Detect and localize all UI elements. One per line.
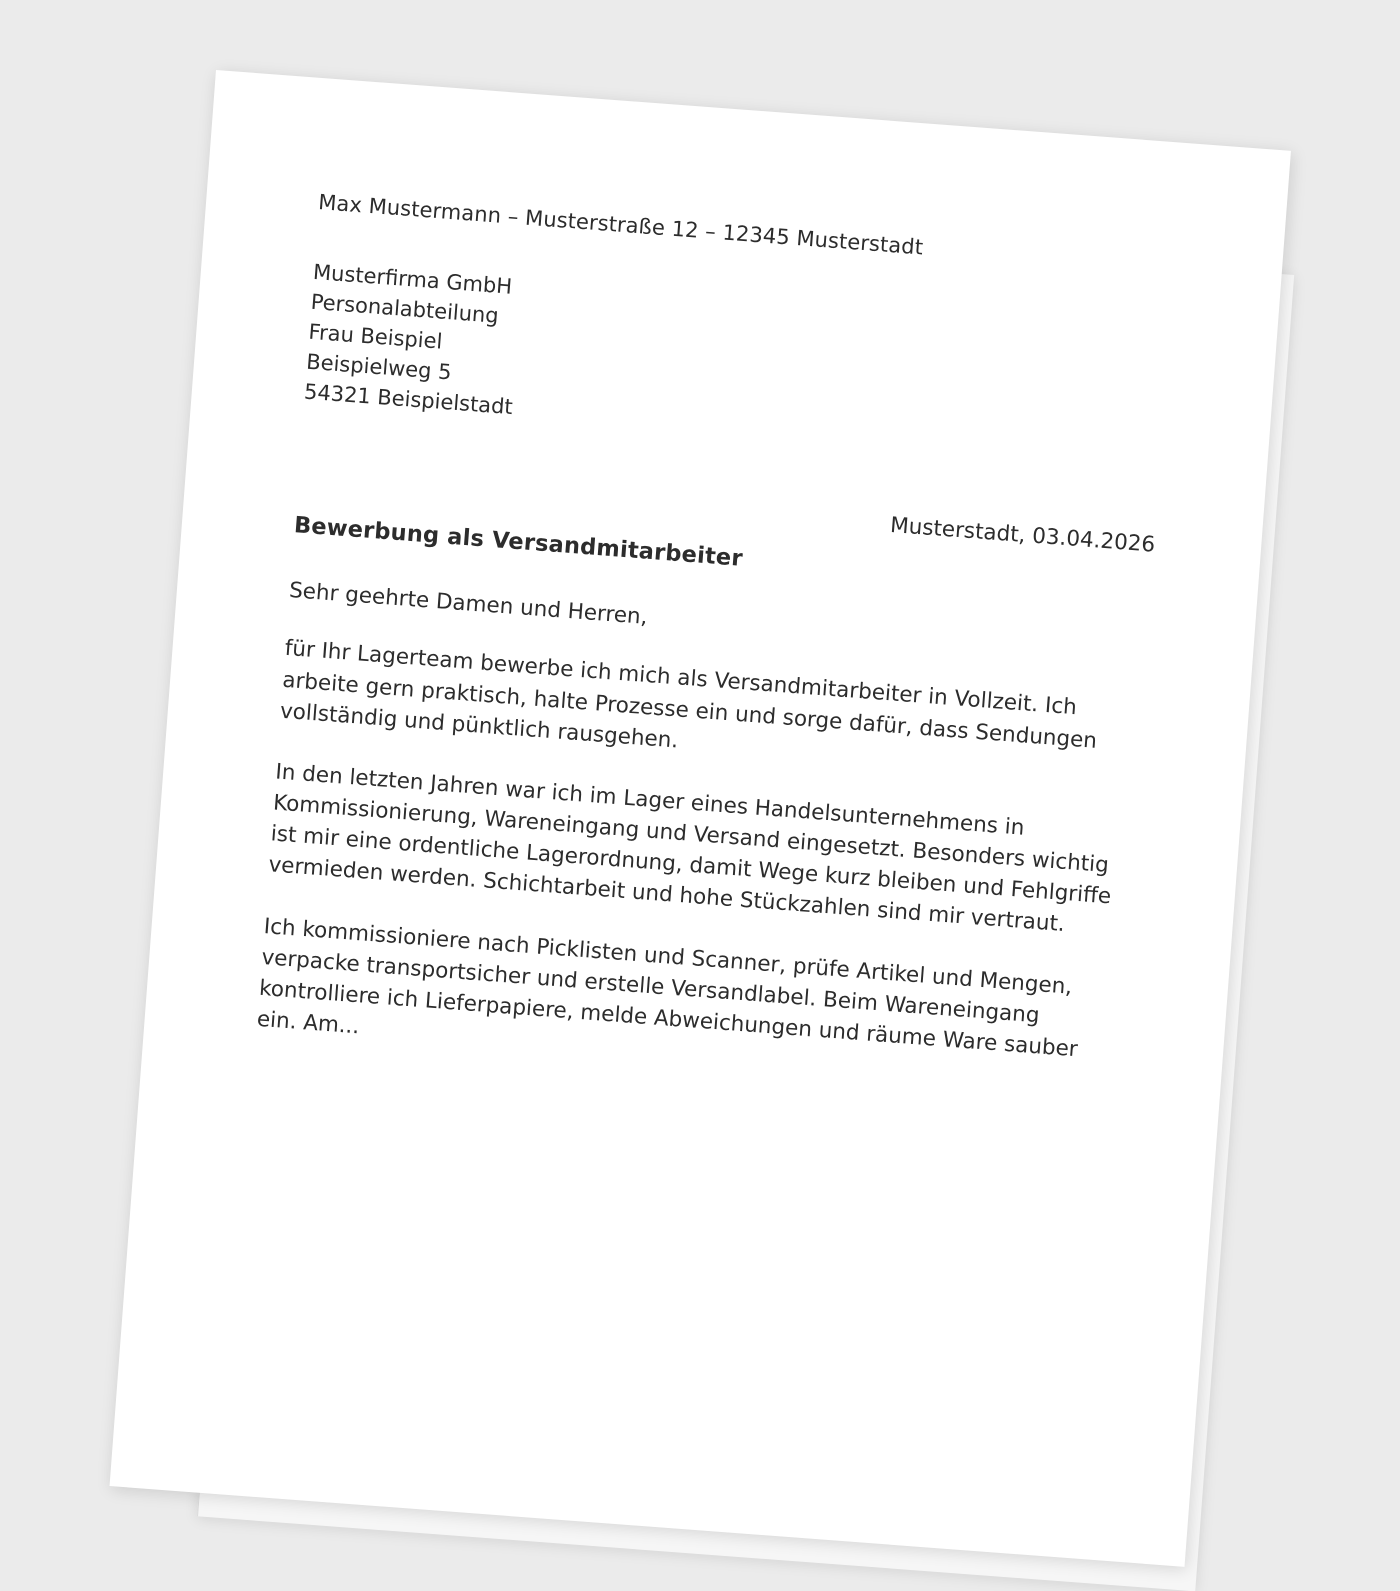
recipient-line-street: Beispielweg 5 [305,349,453,385]
letter-content [256,188,1177,1099]
recipient-line-city: 54321 Beispielstadt [303,379,514,419]
place-and-date: Musterstadt, 03.04.2026 [889,513,1156,559]
recipient-line-contact: Frau Beispiel [307,319,444,354]
recipient-address-block [303,258,1172,471]
salutation: Sehr geehrte Damen und Herren, [288,578,649,631]
body-paragraph-2: In den letzten Jahren war ich im Lager eines Handelsunternehmens in Kommissionierung, Wareneingang und Versand eingesetzt. Besonders wichtig ist mir eine ordentliche Lagerordnung, damit Wege kurz bleiben und Fehlgriffe vermieden werden. Schichtarbeit und hohe Stückzahlen sind mir vertraut. [267,759,1112,938]
recipient-line-department: Personalabteilung [309,289,500,329]
recipient-line-company: Musterfirma GmbH [312,260,513,300]
body-paragraph-1: für Ihr Lagerteam bewerbe ich mich als Versandmitarbeiter in Vollzeit. Ich arbeite gern praktisch, halte Prozesse ein und sorge dafür, dass Sendungen vollständig und pünktlich rausgehen. [279,636,1098,754]
letter-page [110,70,1291,1567]
sender-address-line: Max Mustermann – Musterstraße 12 – 12345 Musterstadt [317,190,924,260]
subject-heading: Bewerbung als Versandmitarbeiter [293,512,744,573]
body-paragraph-3: Ich kommissioniere nach Picklisten und Scanner, prüfe Artikel und Mengen, verpacke transportsicher und erstelle Versandlabel. Beim Wareneingang kontrolliere ich Lieferpapiere, melde Abweichungen und räume Ware sauber ein. Am... [255,913,1079,1063]
